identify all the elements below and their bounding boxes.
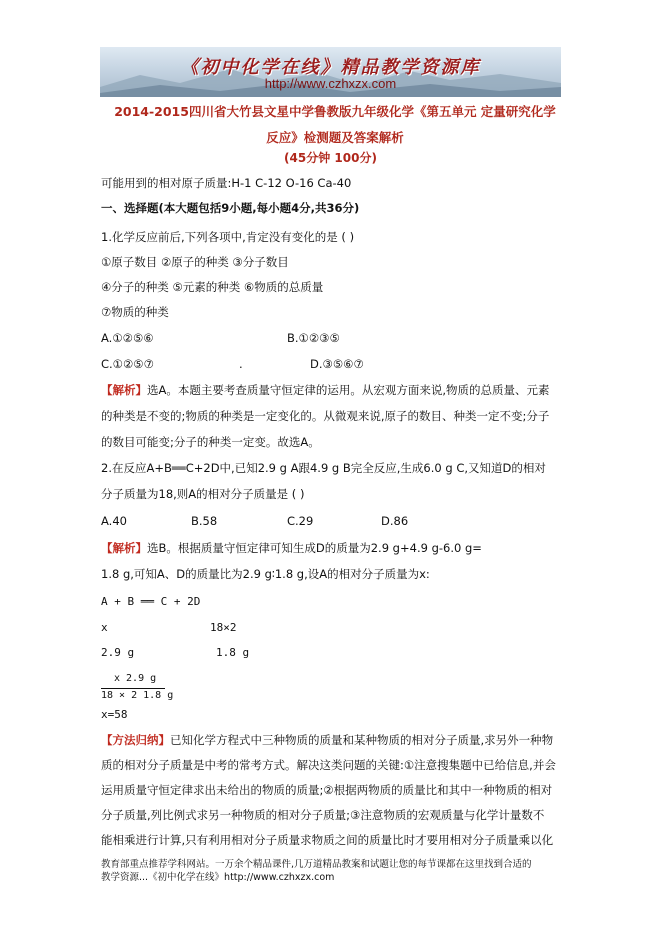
q1-items-row-1: ①原子数目 ②原子的种类 ③分子数目 [101, 255, 289, 269]
q2-eq-x: x [101, 621, 108, 634]
method-line-2: 质的相对分子质量是中考的常考方式。解决这类问题的关键:①注意搜集题中已给信息,并会 [101, 758, 556, 772]
q1-stray-dot: . [239, 357, 243, 371]
title-line-1: 2014-2015四川省大竹县文星中学鲁教版九年级化学《第五单元 定量研究化学 [114, 104, 556, 119]
q2-fraction-numerators: x 2.9 g [114, 673, 157, 684]
q1-stem: 1.化学反应前后,下列各项中,肯定没有变化的是 ( ) [101, 230, 355, 244]
method-line-5: 能相乘进行计算,只有利用相对分子质量求物质之间的质量比时才要用相对分子质量乘以化 [101, 833, 554, 847]
method-line-4: 分子质量,列比例式求另一种物质的相对分子质量;③注意物质的宏观质量与化学计量数不 [101, 808, 545, 822]
q1-option-c: C.①②⑤⑦ [101, 357, 154, 371]
method-line-3: 运用质量守恒定律求出未给出的物质的质量;②根据两物质的质量比和其中一种物质的相对 [101, 783, 553, 797]
q1-option-a: A.①②⑤⑥ [101, 331, 154, 345]
q2-eq-18x2: 18×2 [210, 621, 237, 634]
q1-option-d: D.③⑤⑥⑦ [310, 357, 364, 371]
header-banner [100, 47, 561, 97]
q2-equation: A + B ══ C + 2D [101, 595, 201, 608]
q1-analysis-line-2: 的种类是不变的;物质的种类是一定变化的。从微观来说,原子的数目、种类一定不变;分子 [101, 409, 550, 423]
q1-option-b: B.①②③⑤ [287, 331, 340, 345]
q2-result: x=58 [101, 708, 128, 721]
banner-title: 《初中化学在线》精品教学资源库 [180, 57, 481, 78]
banner-url[interactable]: http://www.czhxzx.com [264, 76, 397, 91]
method-line-1 [101, 732, 553, 748]
q2-stem-line-2: 分子质量为18,则A的相对分子质量是 ( ) [101, 487, 305, 501]
q2-option-c: C.29 [287, 514, 314, 528]
q1-items-row-3: ⑦物质的种类 [101, 305, 169, 319]
page-footer [101, 858, 571, 884]
q2-option-d: D.86 [381, 514, 409, 528]
q2-stem-line-1: 2.在反应A+B══C+2D中,已知2.9 g A跟4.9 g B完全反应,生成6.0 g C,又知道D的相对 [101, 461, 546, 475]
q1-analysis-line-1 [101, 382, 550, 398]
time-and-score: (45分钟 100分) [284, 151, 377, 165]
title-line-2: 反应》检测题及答案解析 [266, 130, 404, 145]
footer-line-1: 教育部重点推荐学科网站。一万余个精品课件,几万道精品教案和试题让您的每节课都在这里找到合适的 [101, 859, 532, 870]
atomic-masses: 可能用到的相对原子质量:H-1 C-12 O-16 Ca-40 [101, 176, 352, 190]
method-tag: 【方法归纳】 [101, 733, 170, 747]
q1-analysis-tag: 【解析】 [101, 383, 147, 397]
q2-analysis-tag: 【解析】 [101, 541, 147, 555]
document-title [95, 99, 575, 151]
q2-option-b: B.58 [191, 514, 218, 528]
q1-items-row-2: ④分子的种类 ⑤元素的种类 ⑥物质的总质量 [101, 280, 324, 294]
q2-eq-d-mass: 1.8 g [216, 646, 250, 659]
q2-analysis-text-1: 选B。根据质量守恒定律可知生成D的质量为2.9 g+4.9 g-6.0 g= [147, 541, 482, 555]
q2-fraction-denominators: 18 × 2 1.8 g [101, 690, 174, 701]
q2-option-a: A.40 [101, 514, 127, 528]
method-text-1: 已知化学方程式中三种物质的质量和某种物质的相对分子质量,求另外一种物 [170, 733, 554, 747]
section-heading: 一、选择题(本大题包括9小题,每小题4分,共36分) [101, 201, 360, 215]
q1-analysis-line-3: 的数目可能变;分子的种类一定变。故选A。 [101, 435, 320, 449]
q2-analysis-line-1 [101, 540, 482, 556]
q2-analysis-line-2: 1.8 g,可知A、D的质量比为2.9 g∶1.8 g,设A的相对分子质量为x: [101, 567, 430, 581]
footer-line-2[interactable]: 教学资源...《初中化学在线》http://www.czhxzx.com [101, 872, 335, 883]
q2-eq-a-mass: 2.9 g [101, 646, 135, 659]
q1-analysis-text-1: 选A。本题主要考查质量守恒定律的运用。从宏观方面来说,物质的总质量、元素 [147, 383, 550, 397]
